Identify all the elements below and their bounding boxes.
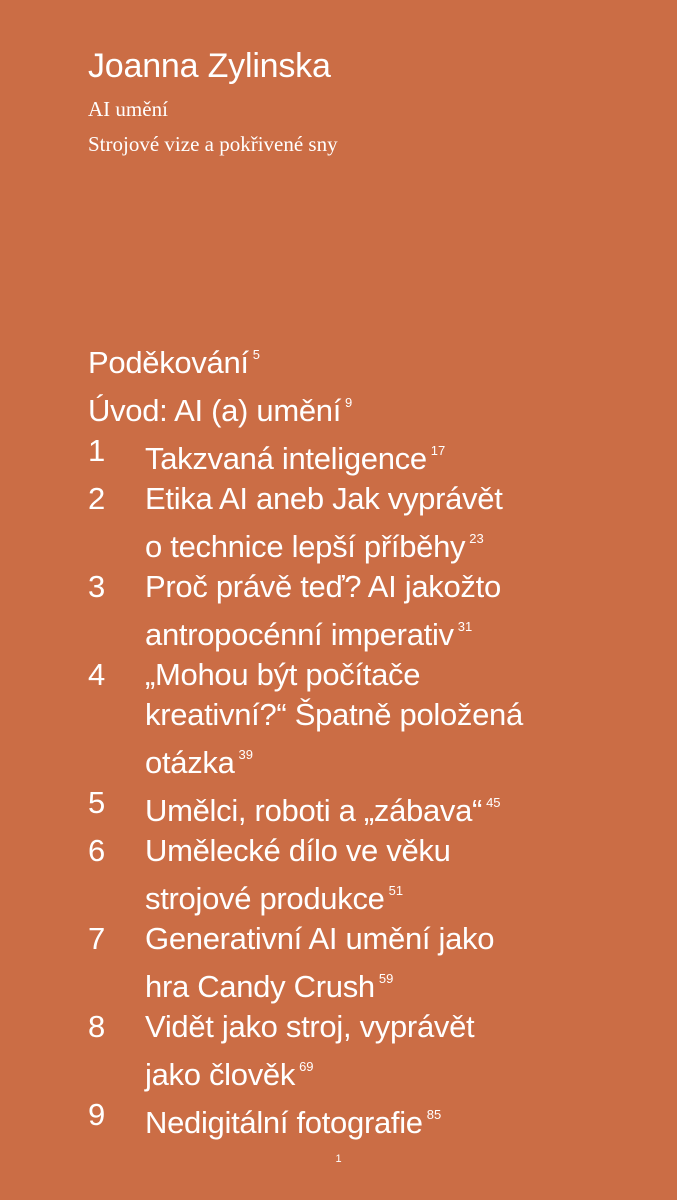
chapter-title-line (145, 871, 648, 919)
toc-entry-front (88, 383, 648, 431)
chapter-number: 1 (88, 433, 105, 468)
chapter-number: 8 (88, 1009, 105, 1044)
chapter-title-text: Umělci, roboti a „zábava“ (145, 793, 483, 828)
toc-entry-label: Poděkování (88, 345, 249, 380)
chapter-title-line (145, 431, 648, 479)
chapter-title-line (145, 607, 648, 655)
chapter-title-line (145, 1007, 648, 1047)
chapter-title-line (145, 783, 648, 831)
toc-entry-chapter (88, 567, 648, 655)
toc-page-number: 59 (378, 971, 394, 986)
table-of-contents (88, 335, 648, 1143)
toc-page-number: 17 (430, 443, 446, 458)
toc-entry-chapter (88, 831, 648, 919)
chapter-title-line (145, 959, 648, 1007)
chapter-number: 7 (88, 921, 105, 956)
chapter-number: 4 (88, 657, 105, 692)
toc-entry-front (88, 335, 648, 383)
chapter-title-text: Etika AI aneb Jak vyprávět (145, 481, 503, 516)
chapter-title-text: Proč právě teď? AI jakožto (145, 569, 501, 604)
chapter-number: 6 (88, 833, 105, 868)
chapter-title-text: Nedigitální fotografie (145, 1105, 423, 1140)
toc-entry-chapter (88, 1007, 648, 1095)
chapter-title-text: antropocénní imperativ (145, 617, 454, 652)
chapter-title-line (145, 655, 648, 695)
chapter-number: 3 (88, 569, 105, 604)
chapter-title-text: jako člověk (145, 1057, 296, 1092)
chapter-title-line (145, 735, 648, 783)
chapter-title-text: o technice lepší příběhy (145, 529, 466, 564)
chapter-title-text: Takzvaná inteligence (145, 441, 427, 476)
toc-page-number: 5 (252, 347, 260, 362)
chapter-title-line (145, 479, 648, 519)
toc-page-number: 23 (469, 531, 484, 546)
chapter-title-text: otázka (145, 745, 235, 780)
toc-page-number: 69 (299, 1059, 314, 1074)
toc-page-number: 9 (345, 395, 353, 410)
toc-entry-label: Úvod: AI (a) umění (88, 393, 342, 428)
toc-entry-chapter (88, 783, 648, 831)
chapter-title-line (145, 519, 648, 567)
toc-entry-chapter (88, 431, 648, 479)
toc-page-number: 85 (426, 1107, 442, 1122)
book-title: AI umění (88, 97, 168, 121)
chapter-number: 5 (88, 785, 105, 820)
toc-entry-chapter (88, 479, 648, 567)
toc-page-number: 39 (238, 747, 254, 762)
author-name: Joanna Zylinska (88, 47, 331, 85)
book-subtitle: Strojové vize a pokřivené sny (88, 132, 338, 156)
chapter-title-line (145, 567, 648, 607)
chapter-title-line (145, 919, 648, 959)
toc-entry-chapter (88, 655, 648, 783)
chapter-title-text: Umělecké dílo ve věku (145, 833, 451, 868)
toc-page-number: 51 (388, 883, 404, 898)
toc-entry-chapter (88, 1095, 648, 1143)
chapter-title-text: kreativní?“ Špatně položená (145, 697, 523, 732)
chapter-number: 9 (88, 1097, 105, 1132)
chapter-title-text: strojové produkce (145, 881, 385, 916)
toc-page-number: 31 (457, 619, 473, 634)
chapter-title-line (145, 831, 648, 871)
chapter-title-text: Generativní AI umění jako (145, 921, 495, 956)
toc-entry-chapter (88, 919, 648, 1007)
page-number: 1 (335, 1153, 342, 1165)
toc-page-number: 45 (486, 795, 501, 810)
chapter-title-text: Vidět jako stroj, vyprávět (145, 1009, 475, 1044)
chapter-title-text: „Mohou být počítače (145, 657, 421, 692)
chapter-number: 2 (88, 481, 105, 516)
chapter-title-line (145, 695, 648, 735)
chapter-title-line (145, 1095, 648, 1143)
chapter-title-line (145, 1047, 648, 1095)
chapter-title-text: hra Candy Crush (145, 969, 375, 1004)
